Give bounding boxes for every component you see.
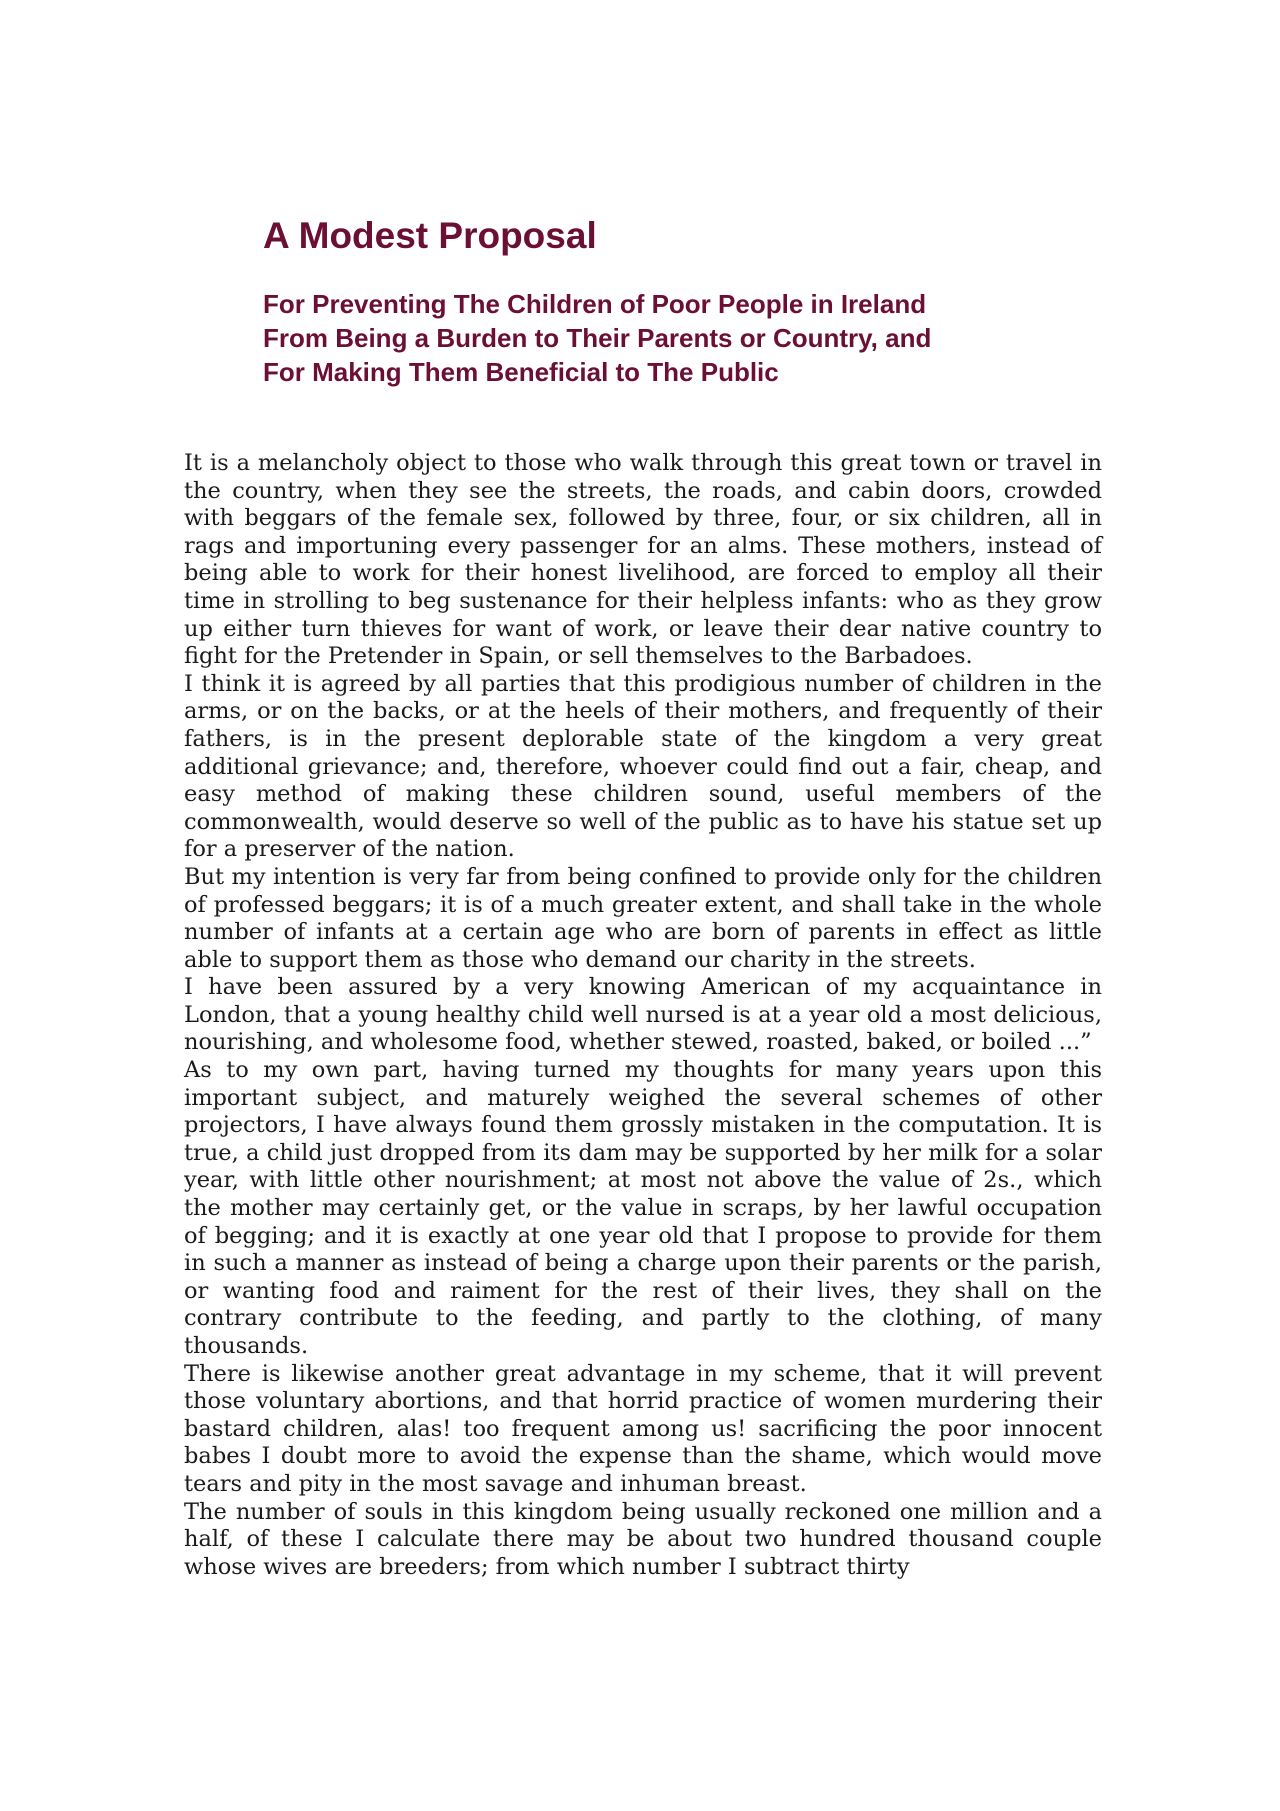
document-title: A Modest Proposal — [263, 215, 597, 256]
paragraph: I think it is agreed by all parties that this prodigious number of children in the arms, or on the backs, or at the heels of their mothers, and frequently of their fathers, is in the present deplorable state of the kingdom a very great additional grievance; and, therefore, whoever could find out a fair, cheap, and easy method of making these children sound, useful members of the commonwealth, would deserve so well of the public as to have his statue set up for a preserver of the nation. — [184, 670, 1102, 863]
subtitle-line: From Being a Burden to Their Parents or Country, and — [263, 323, 932, 353]
paragraph: But my intention is very far from being confined to provide only for the children of professed beggars; it is of a much greater extent, and shall take in the whole number of infants at a certain age who are born of parents in effect as little able to support them as those who demand our charity in the streets. — [184, 863, 1102, 973]
subtitle-line: For Preventing The Children of Poor People in Ireland — [263, 289, 927, 319]
paragraph: I have been assured by a very knowing American of my acquaintance in London, that a young healthy child well nursed is at a year old a most delicious, nourishing, and wholesome food, whether stewed, roasted, baked, or boiled ...” — [184, 974, 1102, 1056]
paragraph: The number of souls in this kingdom being usually reckoned one million and a half, of these I calculate there may be about two hundred thousand couple whose wives are breeders; from which number I subtract thirty — [184, 1498, 1102, 1580]
document-body — [184, 450, 1102, 1581]
paragraph: There is likewise another great advantage in my scheme, that it will prevent those voluntary abortions, and that horrid practice of women murdering their bastard children, alas! too frequent among us! sacrificing the poor innocent babes I doubt more to avoid the expense than the shame, which would move tears and pity in the most savage and inhuman breast. — [184, 1360, 1102, 1497]
paragraph: As to my own part, having turned my thoughts for many years upon this important subject, and maturely weighed the several schemes of other projectors, I have always found them grossly mistaken in the computation. It is true, a child just dropped from its dam may be supported by her milk for a solar year, with little other nourishment; at most not above the value of 2s., which the mother may certainly get, or the value in scraps, by her lawful occupation of begging; and it is exactly at one year old that I propose to provide for them in such a manner as instead of being a charge upon their parents or the parish, or wanting food and raiment for the rest of their lives, they shall on the contrary contribute to the feeding, and partly to the clothing, of many thousands. — [184, 1057, 1102, 1359]
document-subtitle — [263, 287, 931, 389]
subtitle-line: For Making Them Beneficial to The Public — [263, 357, 779, 387]
paragraph: It is a melancholy object to those who walk through this great town or travel in the country, when they see the streets, the roads, and cabin doors, crowded with beggars of the female sex, followed by three, four, or six children, all in rags and importuning every passenger for an alms. These mothers, instead of being able to work for their honest livelihood, are forced to employ all their time in strolling to beg sustenance for their helpless infants: who as they grow up either turn thieves for want of work, or leave their dear native country to fight for the Pretender in Spain, or sell themselves to the Barbadoes. — [184, 450, 1102, 670]
